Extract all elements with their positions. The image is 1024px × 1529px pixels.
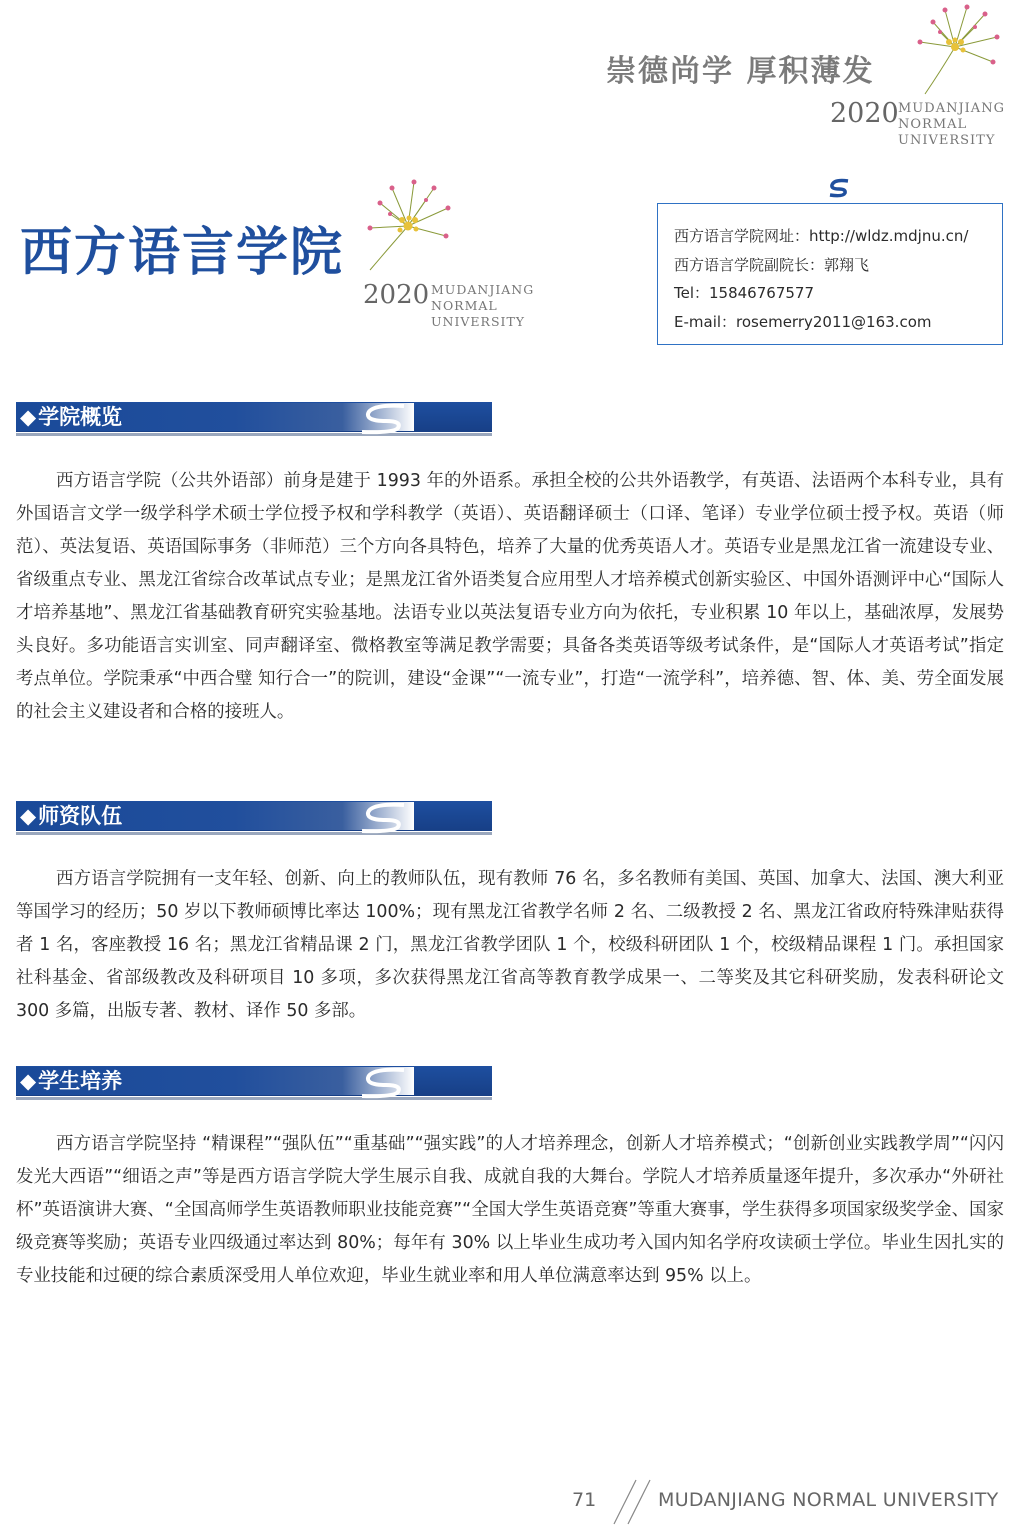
- year-label: 2020: [363, 280, 430, 310]
- section-heading-text: 学院概览: [38, 405, 123, 429]
- section-heading-text: 师资队伍: [38, 804, 123, 828]
- double-slash-icon: [606, 1478, 656, 1526]
- footer-university: MUDANJIANG NORMAL UNIVERSITY: [658, 1489, 999, 1511]
- section-heading: [20, 802, 122, 830]
- section-underline: [16, 1097, 492, 1100]
- university-name-block: [431, 282, 534, 330]
- section-heading: [20, 1067, 122, 1095]
- diamond-icon: ◆: [20, 405, 37, 429]
- page-number: 71: [572, 1489, 597, 1511]
- vice-dean-line: 西方语言学院副院长：郭翔飞: [674, 255, 870, 274]
- section-header-overview: [16, 402, 492, 436]
- s-swoosh-icon: [356, 1066, 416, 1100]
- section-underline: [16, 433, 492, 436]
- s-swoosh-icon: [356, 801, 416, 835]
- tel-line: Tel：15846767577: [674, 284, 814, 302]
- s-swoosh-icon: [356, 402, 416, 436]
- motto: 崇德尚学 厚积薄发: [606, 54, 875, 89]
- university-line: UNIVERSITY: [898, 133, 996, 148]
- contact-box: [657, 203, 1003, 345]
- section-heading: [20, 403, 122, 431]
- diamond-icon: ◆: [20, 1069, 37, 1093]
- section-paragraph: 西方语言学院拥有一支年轻、创新、向上的教师队伍，现有教师 76 名，多名教师有美国、英国、加拿大、法国、澳大利亚等国学习的经历；50 岁以下教师硕博比率达 100%；现有黑龙江省教学名师 2 名、二级教授 2 名、黑龙江省政府特殊津贴获得者 1 名，客座教授 16 名；黑龙江省精品课 2 门，黑龙江省教学团队 1 个，校级科研团队 1 个，校级精品课程 1 门。承担国家社科基金、省部级教改及科研项目 10 多项，多次获得黑龙江省高等教育教学成果一、二等奖及其它科研奖励，发表科研论文 300 多篇，出版专著、教材、译作 50 多部。: [16, 869, 1004, 1021]
- flower-decoration-icon: [362, 178, 454, 273]
- university-name-block: [898, 101, 1005, 149]
- university-line: NORMAL: [431, 298, 498, 313]
- section-paragraph: 西方语言学院坚持 “精课程”“强队伍”“重基础”“强实践”的人才培养理念，创新人才培养模式；“创新创业实践教学周”“闪闪发光大西语”“细语之声”等是西方语言学院大学生展示自我、成就自我的大舞台。学院人才培养质量逐年提升，多次承办“外研社杯”英语演讲大赛、“全国高师学生英语教师职业技能竞赛”“全国大学生英语竞赛”等重大赛事，学生获得多项国家级奖学金、国家级竞赛等奖励；英语专业四级通过率达到 80%；每年有 30% 以上毕业生成功考入国内知名学府攻读硕士学位。毕业生因扎实的专业技能和过硬的综合素质深受用人单位欢迎，毕业生就业率和用人单位满意率达到 95% 以上。: [16, 1134, 1004, 1286]
- year-label: 2020: [830, 98, 899, 129]
- university-line: NORMAL: [898, 117, 968, 132]
- website-line: 西方语言学院网址：http://wldz.mdjnu.cn/: [674, 227, 969, 245]
- section-underline: [16, 832, 492, 835]
- university-line: MUDANJIANG: [431, 282, 535, 297]
- university-line: MUDANJIANG: [898, 101, 1005, 116]
- university-line: UNIVERSITY: [431, 314, 526, 329]
- section-header-students: [16, 1066, 492, 1100]
- section-header-faculty: [16, 801, 492, 835]
- s-logo-icon: [826, 178, 852, 198]
- section-paragraph: 西方语言学院（公共外语部）前身是建于 1993 年的外语系。承担全校的公共外语教学，有英语、法语两个本科专业，具有外国语言文学一级学科学术硕士学位授予权和学科教学（英语）、英语翻译硕士（口译、笔译）专业学位硕士授予权。英语（师范）、英法复语、英语国际事务（非师范）三个方向各具特色，培养了大量的优秀英语人才。英语专业是黑龙江省一流建设专业、省级重点专业、黑龙江省综合改革试点专业；是黑龙江省外语类复合应用型人才培养模式创新实验区、中国外语测评中心“国际人才培养基地”、黑龙江省基础教育研究实验基地。法语专业以英法复语专业方向为依托，专业积累 10 年以上，基础浓厚，发展势头良好。多功能语言实训室、同声翻译室、微格教室等满足教学需要；具备各类英语等级考试条件，是“国际人才英语考试”指定考点单位。学院秉承“中西合璧 知行合一”的院训，建设“金课”“一流专业”，打造“一流学科”，培养德、智、体、美、劳全面发展的社会主义建设者和合格的接班人。: [16, 471, 1004, 722]
- email-line: E-mail：rosemerry2011@163.com: [674, 312, 932, 331]
- page-title: 西方语言学院: [20, 222, 345, 283]
- flower-decoration-icon: [905, 2, 1005, 97]
- diamond-icon: ◆: [20, 804, 37, 828]
- section-heading-text: 学生培养: [38, 1069, 123, 1093]
